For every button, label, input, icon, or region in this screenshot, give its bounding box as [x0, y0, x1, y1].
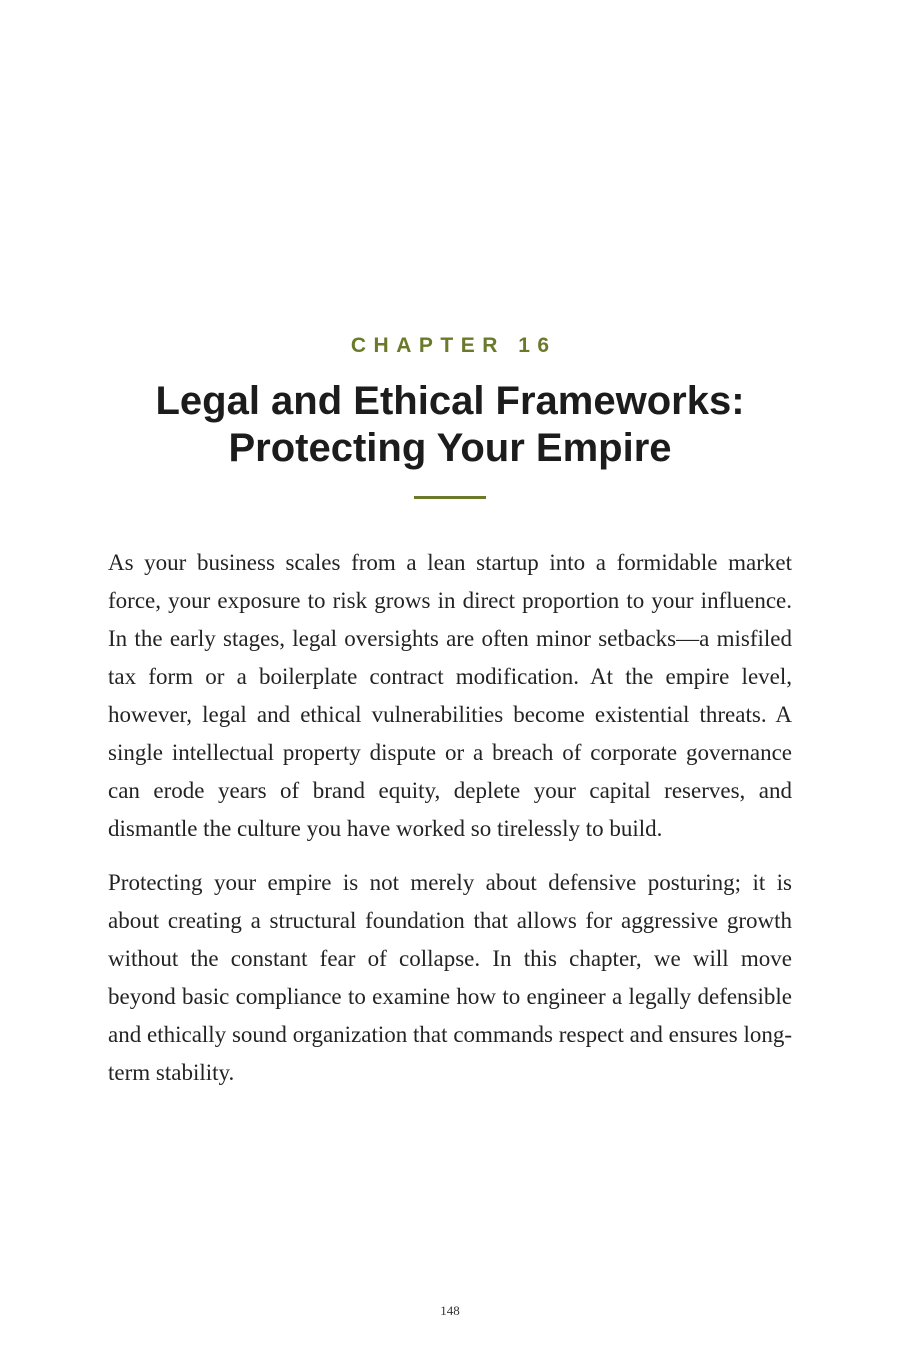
body-paragraph-1: As your business scales from a lean startup into a formidable market force, your exposure to risk grows in direct proportion to your influence. In the early stages, legal oversights are often minor setbacks—a misfiled tax form or a boilerplate contract modification. At the empire level, however, legal and ethical vulnerabilities become existential threats. A single intellectual property dispute or a breach of corporate governance can erode years of brand equity, deplete your capital reserves, and dismantle the culture you have worked so tirelessly to build. [108, 550, 792, 841]
page-number: 148 [440, 1303, 460, 1318]
chapter-title [100, 378, 800, 472]
title-divider [414, 496, 486, 499]
chapter-title-line-1: Legal and Ethical Frameworks: [155, 379, 745, 423]
chapter-title-line-2: Protecting Your Empire [228, 426, 672, 470]
chapter-body [108, 544, 792, 1108]
body-paragraph-2: Protecting your empire is not merely about defensive posturing; it is about creating a structural foundation that allows for aggressive growth without the constant fear of collapse. In this chapter, we will move beyond basic compliance to examine how to engineer a legally defensible and ethically sound organization that commands respect and ensures long-term stability. [108, 870, 792, 1085]
chapter-number: CHAPTER 16 [350, 334, 557, 357]
